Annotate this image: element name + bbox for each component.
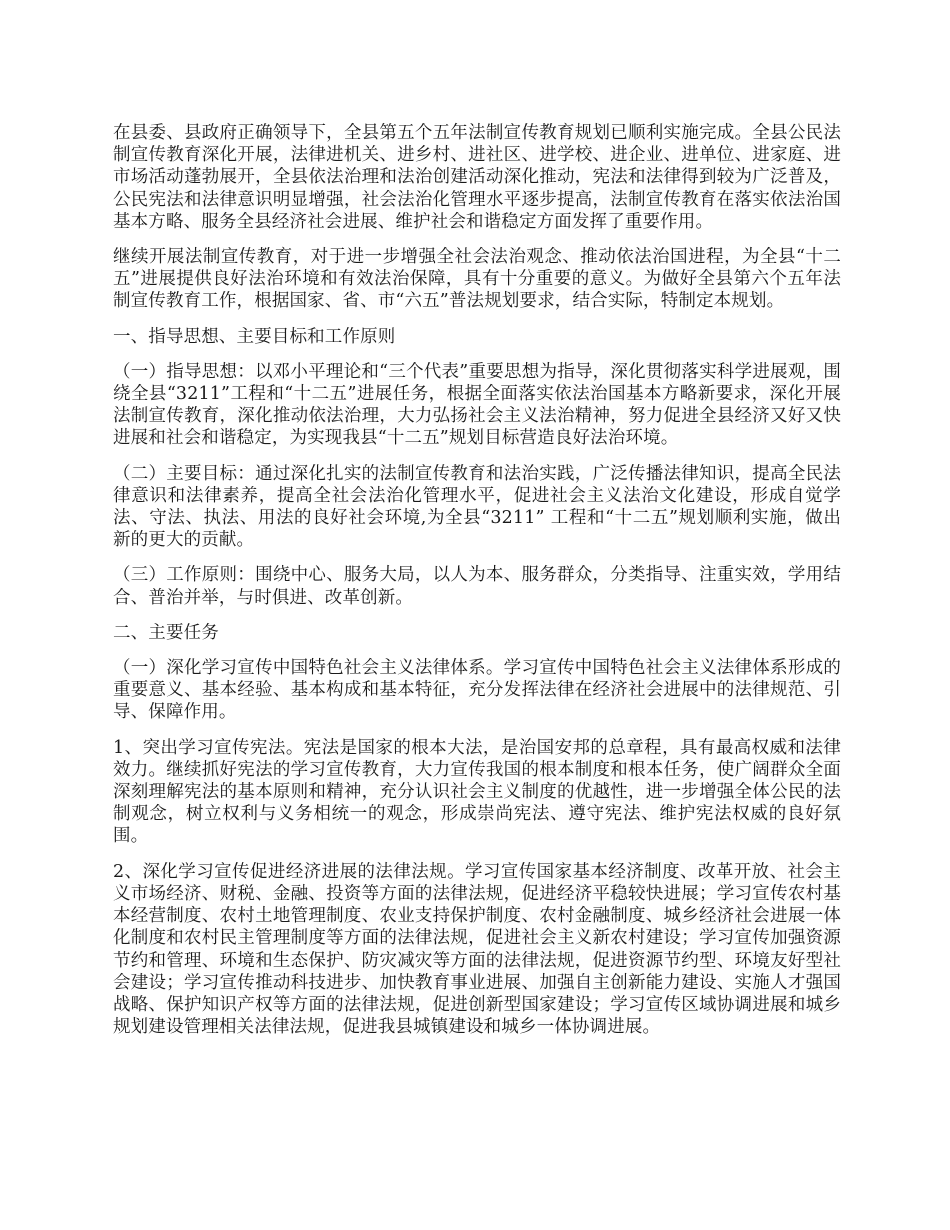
section-heading-1: 一、指导思想、主要目标和工作原则 (113, 326, 396, 347)
guiding-ideology-paragraph: （一）指导思想：以邓小平理论和“三个代表”重要思想为指导，深化贯彻落实科学进展观，围绕全县“3211”工程和“十二五”进展任务，根据全面落实依法治国基本方略新要求，深化开展法制宣传教育，深化推动依法治理，大力弘扬社会主义法治精神，努力促进全县经济又好又快进展和社会和谐稳定，为实现我县“十二五”规划目标营造良好法治环境。 (113, 361, 841, 449)
economic-laws-paragraph: 2、深化学习宣传促进经济进展的法律法规。学习宣传国家基本经济制度、改革开放、社会主义市场经济、财税、金融、投资等方面的法律法规，促进经济平稳较快进展；学习宣传农村基本经营制度、农村土地管理制度、农业支持保护制度、农村金融制度、城乡经济社会进展一体化制度和农村民主管理制度等方面的法律法规，促进社会主义新农村建设；学习宣传加强资源节约和管理、环境和生态保护、防灾减灾等方面的法律法规，促进资源节约型、环境友好型社会建设；学习宣传推动科技进步、加快教育事业进展、加强自主创新能力建设、实施人才强国战略、保护知识产权等方面的法律法规，促进创新型国家建设；学习宣传区域协调进展和城乡规划建设管理相关法律法规，促进我县城镇建设和城乡一体协调进展。 (113, 861, 841, 1038)
section-heading-2: 二、主要任务 (113, 622, 219, 643)
legal-system-paragraph: （一）深化学习宣传中国特色社会主义法律体系。学习宣传中国特色社会主义法律体系形成的重要意义、基本经验、基本构成和基本特征，充分发挥法律在经济社会进展中的法律规范、引导、保障作用。 (113, 658, 841, 723)
work-principles-paragraph: （三）工作原则：围绕中心、服务大局，以人为本、服务群众，分类指导、注重实效，学用结合、普治并举，与时俱进、改革创新。 (113, 565, 841, 608)
purpose-paragraph: 继续开展法制宣传教育，对于进一步增强全社会法治观念、推动依法治国进程，为全县“十二五”进展提供良好法治环境和有效法治保障，具有十分重要的意义。为做好全县第六个五年法制宣传教育工作，根据国家、省、市“六五”普法规划要求，结合实际，特制定本规划。 (113, 247, 841, 312)
constitution-paragraph: 1、突出学习宣传宪法。宪法是国家的根本大法，是治国安邦的总章程，具有最高权威和法律效力。继续抓好宪法的学习宣传教育，大力宣传我国的根本制度和根本任务，使广阔群众全面深刻理解宪法的基本原则和精神，充分认识社会主义制度的优越性，进一步增强全体公民的法制观念，树立权利与义务相统一的观念，形成崇尚宪法、遵守宪法、维护宪法权威的良好氛围。 (113, 737, 841, 847)
intro-paragraph: 在县委、县政府正确领导下，全县第五个五年法制宣传教育规划已顺利实施完成。全县公民法制宣传教育深化开展，法律进机关、进乡村、进社区、进学校、进企业、进单位、进家庭、进市场活动蓬勃展开，全县依法治理和法治创建活动深化推动，宪法和法律得到较为广泛普及，公民宪法和法律意识明显增强，社会法治化管理水平逐步提高，法制宣传教育在落实依法治国基本方略、服务全县经济社会进展、维护社会和谐稳定方面发挥了重要作用。 (113, 123, 841, 232)
main-goals-paragraph: （二）主要目标：通过深化扎实的法制宣传教育和法治实践，广泛传播法律知识，提高全民法律意识和法律素养，提高全社会法治化管理水平，促进社会主义法治文化建设，形成自觉学法、守法、执法、用法的良好社会环境,为全县“3211” 工程和“十二五”规划顺利实施，做出新的更大的贡献。 (113, 463, 841, 551)
document-page (113, 122, 841, 1051)
